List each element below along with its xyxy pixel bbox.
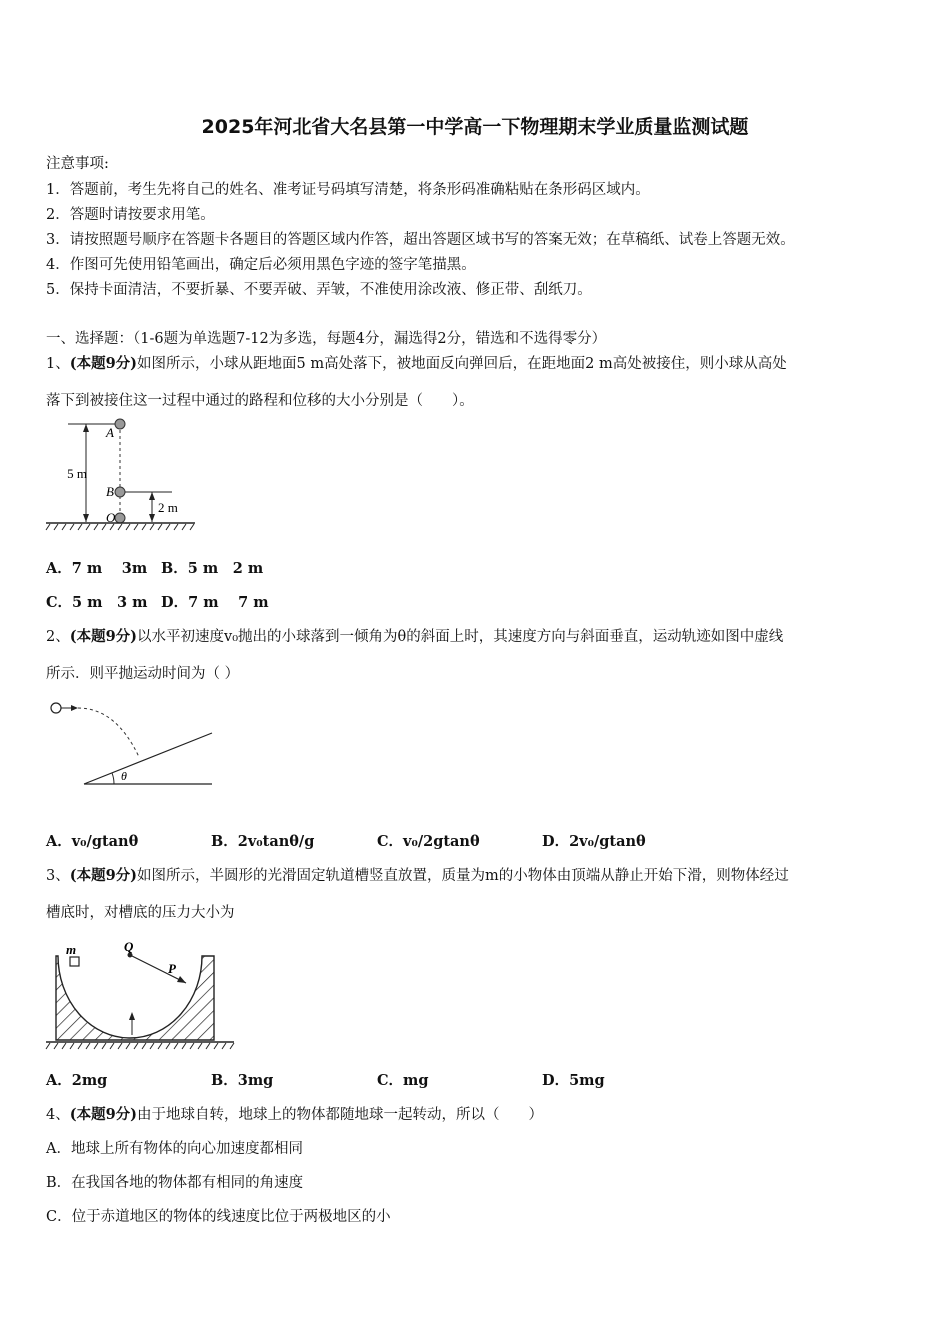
- label-5m: 5 m: [67, 466, 87, 481]
- question-1-line-2: 落下到被接住这一过程中通过的路程和位移的大小分别是（ ）。: [46, 393, 474, 409]
- page-title: 2025年河北省大名县第一中学高一下物理期末学业质量监测试题: [201, 116, 749, 138]
- question-2-line-2: 所示．则平抛运动时间为（ ）: [46, 666, 240, 682]
- notice-item: 3．请按照题号顺序在答题卡各题目的答题区域内作答，超出答题区域书写的答案无效；在草稿纸、试卷上答题无效。: [46, 232, 795, 248]
- question-3-option-c: C．mg: [377, 1072, 429, 1089]
- question-1-text: 如图所示，小球从距地面5 m高处落下，被地面反向弹回后，在距地面2 m高处被接住，则小球从高处: [137, 356, 787, 372]
- notice-item: 2．答题时请按要求用笔。: [46, 207, 215, 223]
- label-a: A: [106, 425, 114, 440]
- label-2m: 2 m: [158, 500, 178, 515]
- question-1-option-c: C．5 m 3 m: [46, 594, 148, 611]
- question-4-option-b: B．在我国各地的物体都有相同的角速度: [46, 1175, 304, 1191]
- question-3-option-a: A．2mg: [46, 1072, 108, 1089]
- question-2-option-b: B．2v₀tanθ/g: [211, 833, 315, 850]
- notice-item: 5．保持卡面清洁，不要折暴、不要弄破、弄皱，不准使用涂改液、修正带、刮纸刀。: [46, 282, 592, 298]
- label-m: m: [66, 942, 77, 957]
- trajectory: [78, 708, 139, 757]
- notice-item: 1．答题前，考生先将自己的姓名、准考证号码填写清楚，将条形码准确粘贴在条形码区域内。: [46, 182, 650, 198]
- question-3-number: 3、: [46, 868, 70, 884]
- question-3-line-1: [46, 864, 789, 885]
- label-theta: θ: [121, 769, 127, 783]
- label-p: P: [168, 961, 176, 976]
- question-2-number: 2、: [46, 629, 70, 645]
- ball-b: [115, 487, 125, 497]
- ball-a: [115, 419, 125, 429]
- section-heading: 一、选择题：（1-6题为单选题7-12为多选，每题4分，漏选得2分，错选和不选得零分）: [46, 331, 607, 347]
- label-o: O: [106, 510, 116, 525]
- question-3-figure: [44, 938, 239, 1053]
- question-4-text: 由于地球自转，地球上的物体都随地球一起转动，所以（ ）: [137, 1107, 544, 1123]
- question-2-figure: [44, 695, 219, 795]
- launch-ball: [51, 703, 61, 713]
- question-4-number: 4、: [46, 1107, 70, 1123]
- question-2-text: 以水平初速度v₀抛出的小球落到一倾角为θ的斜面上时，其速度方向与斜面垂直，运动轨迹如图中虚线: [137, 629, 784, 645]
- question-1-option-b: B．5 m 2 m: [161, 560, 264, 577]
- notice-item: 4．作图可先使用铅笔画出，确定后必须用黑色字迹的签字笔描黑。: [46, 257, 476, 273]
- question-4-option-c: C．位于赤道地区的物体的线速度比位于两极地区的小: [46, 1209, 391, 1225]
- semicircle-track: [56, 956, 214, 1040]
- question-1-option-d: D．7 m 7 m: [161, 594, 269, 611]
- label-q: Q: [124, 939, 134, 954]
- question-3-option-d: D．5mg: [542, 1072, 605, 1089]
- question-4-tag: (本题9分): [69, 1106, 138, 1123]
- question-1-number: 1、: [46, 356, 70, 372]
- question-2-option-d: D．2v₀/gtanθ: [542, 833, 646, 850]
- question-1-figure: [40, 412, 200, 537]
- question-3-tag: (本题9分): [69, 867, 138, 884]
- label-b: B: [106, 484, 114, 499]
- question-1-option-a: A．7 m 3m: [46, 560, 148, 577]
- question-2-tag: (本题9分): [69, 628, 138, 645]
- small-block: [70, 957, 79, 966]
- ball-o: [115, 513, 125, 523]
- question-1-tag: (本题9分): [69, 355, 138, 372]
- question-3-text: 如图所示，半圆形的光滑固定轨道槽竖直放置，质量为m的小物体由顶端从静止开始下滑，则物体经过: [137, 868, 789, 884]
- incline: [84, 733, 212, 784]
- question-1-line-1: [46, 352, 787, 373]
- notice-heading: 注意事项:: [46, 156, 109, 172]
- question-2-option-a: A．v₀/gtanθ: [46, 833, 139, 850]
- question-3-option-b: B．3mg: [211, 1072, 274, 1089]
- question-4-option-a: A．地球上所有物体的向心加速度都相同: [46, 1141, 303, 1157]
- question-4-line-1: [46, 1103, 543, 1124]
- question-2-line-1: [46, 625, 783, 646]
- question-2-option-c: C．v₀/2gtanθ: [377, 833, 480, 850]
- question-3-line-2: 槽底时，对槽底的压力大小为: [46, 905, 235, 921]
